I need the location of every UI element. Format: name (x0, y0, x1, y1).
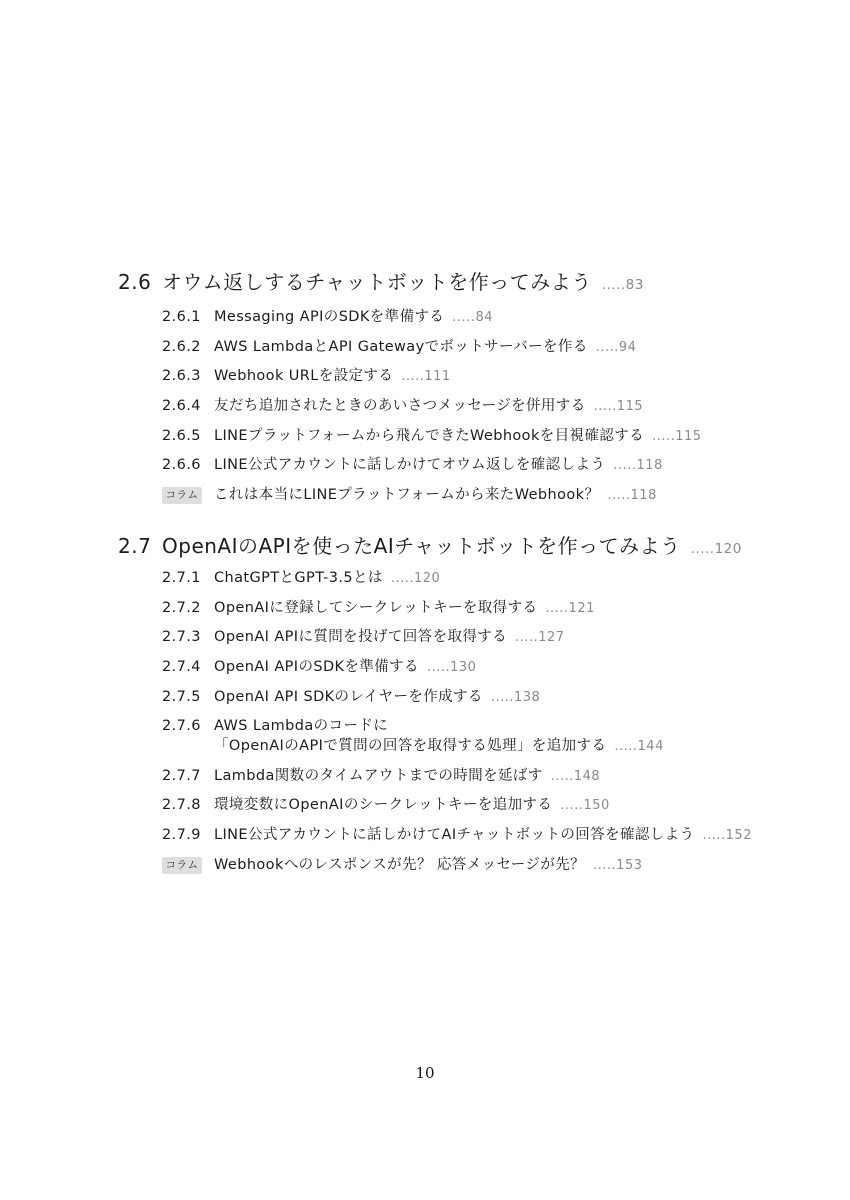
toc-entry (162, 627, 565, 648)
entry-title-line2: 「OpenAIのAPIで質問の回答を取得する処理」を追加する (214, 738, 607, 754)
column-title: Webhookへのレスポンスが先？ 応答メッセージが先？ (214, 857, 586, 873)
toc-entry (162, 766, 600, 787)
toc-entry (162, 716, 664, 757)
entry-number: 2.7.4 (162, 659, 201, 675)
entry-title: 環境変数にOpenAIのシークレットキーを追加する (214, 797, 553, 813)
entry-page: .....127 (515, 630, 565, 645)
entry-title: Webhook URLを設定する (214, 368, 394, 384)
section-heading (118, 530, 742, 559)
toc-entry (162, 598, 595, 619)
entry-title: Lambda関数のタイムアウトまでの時間を延ばす (214, 768, 543, 784)
entry-title: AWS LambdaとAPI Gatewayでボットサーバーを作る (214, 339, 588, 355)
toc-entry (162, 568, 440, 589)
entry-page: .....111 (401, 369, 451, 384)
section-page: .....83 (601, 277, 644, 293)
entry-number: 2.6.3 (162, 368, 201, 384)
entry-page: .....152 (702, 828, 752, 843)
entry-number: 2.7.5 (162, 689, 201, 705)
entry-page: .....115 (652, 429, 702, 444)
entry-number: 2.6.4 (162, 398, 201, 414)
toc-entry (162, 657, 476, 678)
entry-title-continued (162, 736, 664, 757)
entry-number: 2.6.1 (162, 309, 201, 325)
section-page: .....120 (690, 541, 742, 557)
toc-entry (162, 366, 451, 387)
entry-title: LINE公式アカウントに話しかけてオウム返しを確認しよう (214, 457, 606, 473)
toc-entry (162, 307, 493, 328)
section-title: OpenAIのAPIを使ったAIチャットボットを作ってみよう (162, 534, 681, 558)
toc-entry (162, 337, 636, 358)
entry-page: .....148 (550, 769, 601, 784)
entry-title: ChatGPTとGPT-3.5とは (214, 570, 383, 586)
column-page: .....153 (593, 858, 643, 873)
entry-number: 2.7.6 (162, 718, 201, 734)
page-number: 10 (415, 1064, 435, 1082)
entry-number: 2.6.2 (162, 339, 201, 355)
entry-number: 2.7.8 (162, 797, 201, 813)
entry-number: 2.7.9 (162, 827, 201, 843)
toc-entry (162, 426, 702, 447)
section-heading (118, 266, 644, 295)
toc-column (162, 855, 643, 876)
entry-number: 2.7.2 (162, 600, 201, 616)
entry-title: OpenAI APIのSDKを準備する (214, 659, 419, 675)
entry-title: OpenAI API SDKのレイヤーを作成する (214, 689, 483, 705)
entry-title: 友だち追加されたときのあいさつメッセージを併用する (214, 398, 586, 414)
column-title: これは本当にLINEプラットフォームから来たWebhook？ (214, 487, 600, 503)
entry-page: .....120 (390, 571, 441, 586)
toc-column (162, 485, 657, 506)
entry-page: .....130 (426, 660, 477, 675)
entry-number: 2.6.6 (162, 457, 201, 473)
entry-number: 2.7.1 (162, 570, 201, 586)
toc-entry (162, 396, 643, 417)
entry-number: 2.7.3 (162, 629, 201, 645)
entry-title: OpenAI APIに質問を投げて回答を取得する (214, 629, 508, 645)
entry-title: AWS Lambdaのコードに (214, 718, 389, 734)
entry-title: OpenAIに登録してシークレットキーを取得する (214, 600, 538, 616)
section-number: 2.6 (118, 270, 152, 294)
entry-number: 2.6.5 (162, 428, 201, 444)
entry-page: .....121 (545, 601, 595, 616)
entry-page: .....115 (593, 399, 644, 414)
column-page: .....118 (607, 488, 657, 503)
section-number: 2.7 (118, 534, 152, 558)
entry-page: .....138 (490, 690, 541, 705)
entry-title: LINEプラットフォームから飛んできたWebhookを目視確認する (214, 428, 645, 444)
entry-page: .....94 (595, 340, 637, 355)
entry-title: LINE公式アカウントに話しかけてAIチャットボットの回答を確認しよう (214, 827, 695, 843)
entry-page: .....118 (613, 458, 663, 473)
toc-entry (162, 825, 752, 846)
toc-entry (162, 687, 540, 708)
entry-number: 2.7.7 (162, 768, 201, 784)
toc-entry (162, 455, 663, 476)
column-badge: コラム (162, 487, 202, 504)
entry-page: .....150 (560, 798, 610, 813)
section-title: オウム返しするチャットボットを作ってみよう (162, 270, 592, 294)
entry-page: .....144 (614, 739, 664, 754)
toc-entry (162, 795, 610, 816)
entry-page: .....84 (452, 310, 493, 325)
entry-title: Messaging APIのSDKを準備する (214, 309, 445, 325)
column-badge: コラム (162, 857, 202, 874)
